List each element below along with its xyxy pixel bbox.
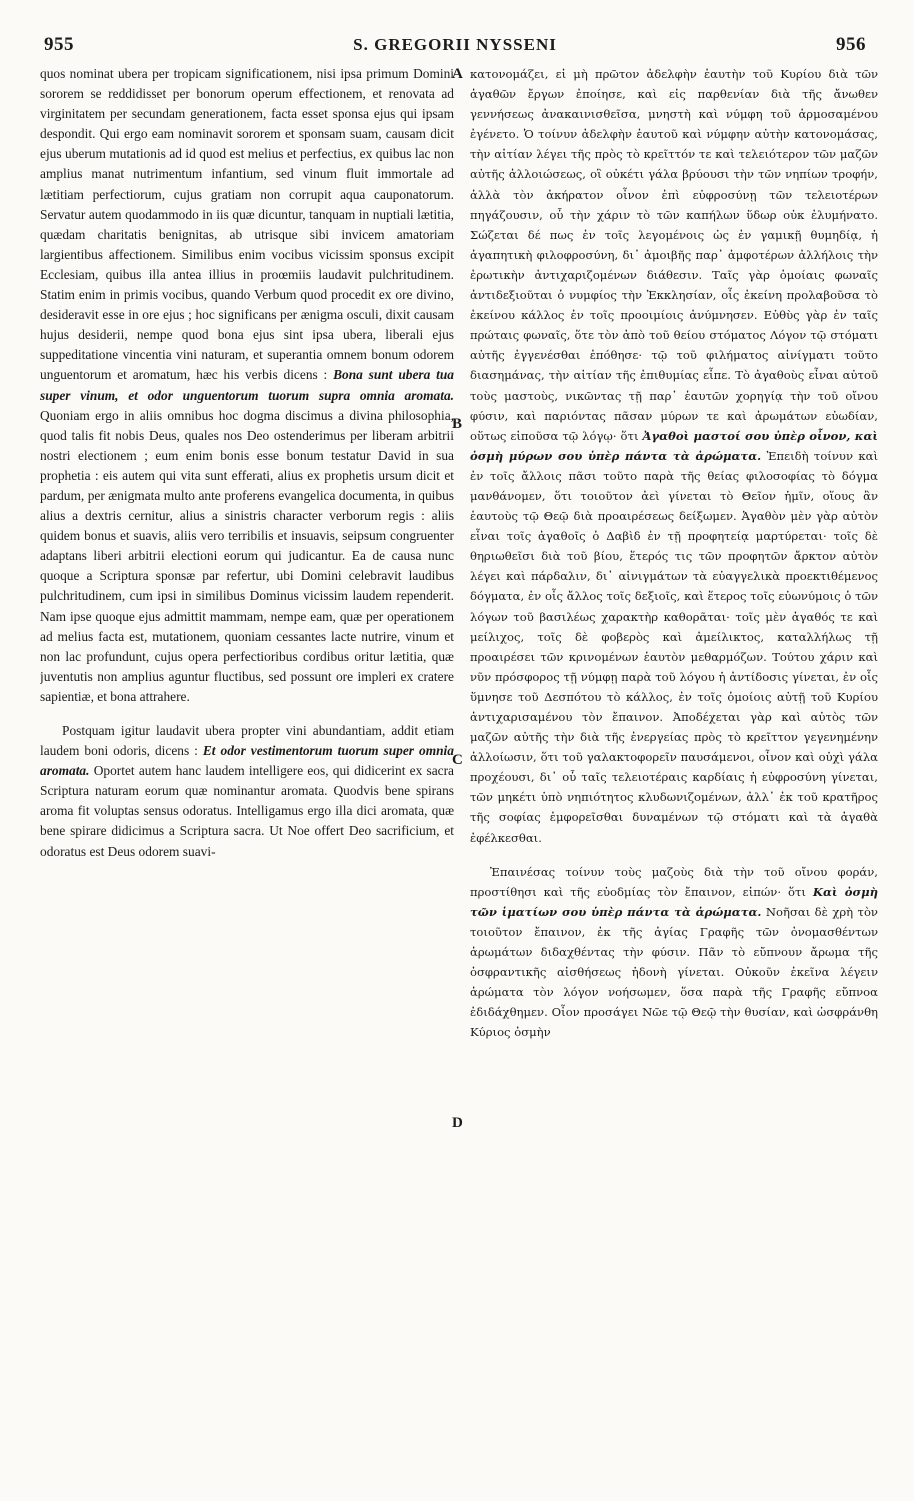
latin-paragraph-1 (40, 64, 454, 707)
greek-text: Ἐπειδὴ τοίνυν καὶ ἐν τοῖς ἄλλοις πᾶσι τοῦτο παρὰ τῆς θείας φιλοσοφίας τὸ δόγμα μανθάνομεν, ὅτι τοιοῦτον ἀεὶ γίνεται τὸ Θεῖον ἡμῖν, οἵους ἂν ἑαυτοὺς τῷ Θεῷ διὰ προαιρέσεως δείξωμεν. Ἀγαθὸν μὲν γὰρ αὐτὸν εἶναι τοῖς ἀγαθοῖς ὁ Δαβὶδ ἐν τῇ προφητείᾳ μαρτύρεται· τοῖς δὲ θηριωθεῖσι διὰ τοῦ βίου, ἕτερός τις τῶν προφητῶν ἄρκτον αὐτὸν λέγει καὶ πάρδαλιν, δι᾽ αἰνιγμάτων τὰ εὐαγγελικὰ προεκτιθέμενος δόγματα, ἐν οἷς ἄλλος τοῖς δεξιοῖς, καὶ ἕτερος τοῖς εὐωνύμοις ὁ τῶν λόγων τοῦ βασιλέως χαρακτὴρ καθορᾶται· τοῖς μὲν ἀγαθός τε καὶ μείλιχος, τοῖς δὲ φοβερὸς καὶ ἀμείλικτος, καταλλήλως τῇ προαιρέσει τῶν κρινομένων ἑαυτὸν μεθαρμόζων. Τούτου χάριν καὶ νῦν πρόσφορος τῇ νύμφῃ παρὰ τοῦ λόγου ἡ ἀντίδοσις γίνεται, ἐν οἷς ὕμνησε τοῦ Δεσπότου τὸ κάλλος, ἐν τοῖς ὁμοίοις αὐτῇ τοῦ Κυρίου ἀντιχαρισαμένου τὸν ἔπαινον. Ἀποδέχεται γὰρ καὶ αὐτὸς τῶν μαζῶν αὐτῆς τὴν διὰ τῆς ἐνεργείας πρὸς τὸ κρεῖττον γεγενημένην ἀλλοίωσιν, ὅτι τοῦ γαλακτοφορεῖν παυσάμενοι, οἶνον καὶ οὐχὶ γάλα προχέουσι, δι᾽ οὗ ταῖς τελειοτέραις καρδίαις ἡ εὐφροσύνη γίνεται, τῶν μηκέτι ὑπὸ νηπιότητος κλυδωνιζομένων, ἀλλ᾽ ἐκ τοῦ κρατῆρος τῆς σοφίας ἐμφορεῖσθαι δυναμένων τῷ στόματι καὶ τὰ ἀγαθὰ ἐφέλκεσθαι. (470, 448, 878, 845)
greek-paragraph-1 (470, 64, 878, 848)
greek-quotation: Καὶ ὀσμὴ τῶν ἱματίων σου ὑπὲρ πάντα τὰ ἀρώματα. (470, 884, 878, 919)
greek-column (470, 64, 878, 1471)
latin-text: quos nominat ubera per tropicam significationem, nisi ipsa primum Domini sororem se reddidisset per bonorum operum effectionem, et renovata ad virginitatem per secundam generationem, facta esset sponsa ejus qui ipsam despondit. Qui ergo eam nominavit sororem et sponsam suam, causam dicit ejus uberum mutationis ad id quod est melius et perfectius, ex quibus lac non amplius manat nutrimentum infantium, sed vinum fluit immortale ad lætitiam perfectiorum, cujus gratiam non corrupit aqua cauponatorum. Servatur autem quodammodo in iis quæ dicuntur, tanquam in nuptiali lætitia, quædam charitatis benignitas, ab utrisque sibi invicem amatoriam largientibus affectionem. Similibus enim vocibus vicissim sponsus excipit Ecclesiam, quibus illa antea illius in proœmiis laudavit pulchritudinem. Statim enim in primis vocibus, quando Verbum quod procedit ex ore divino, desideravit esse in ore ejus ; hoc significans per ænigma osculi, dixit causam hujus desiderii, nempe quod bona ejus sint ipsa ubera, liberali ejus suppeditatione vincentia vini naturam, et superantia omnem bonum odorem unguentorum et aromatum, hæc his verbis dicens : (40, 66, 454, 383)
latin-text: Oportet autem hanc laudem intelligere eos, qui didicerint ex sacra Scriptura naturam eorum quæ nominantur aromata. Quodvis bene spirans aroma fit voluptas sensus odoratus. Intelligamus ergo illa dici aromata, quæ bene spirare didicimus a Scriptura sacra. Ut Noe offert Deo sacrificium, et odoratus est Deus odorem suavi- (40, 763, 454, 859)
latin-column (40, 64, 454, 1471)
margin-letter-d: D (452, 1115, 463, 1131)
left-page-number: 955 (44, 34, 74, 55)
page-header (44, 34, 866, 58)
latin-paragraph-2 (40, 721, 454, 862)
greek-quotation: Ἀγαθοὶ μαστοί σου ὑπὲρ οἶνον, καὶ ὀσμὴ μύρων σου ὑπὲρ πάντα τὰ ἀρώματα. (470, 428, 878, 463)
latin-quotation: Et odor vestimentorum tuorum super omnia aromata. (40, 743, 454, 779)
greek-text: Νοῆσαι δὲ χρὴ τὸν τοιοῦτον ἔπαινον, ἐκ τῆς ἁγίας Γραφῆς τῶν ὀνομασθέντων ἀρωμάτων διδαχθέντας τὴν φύσιν. Πᾶν τὸ εὔπνουν ἄρωμα τῆς ὀσφραντικῆς αἰσθήσεως ἡδονὴ γίνεται. Οὐκοῦν ἐκεῖνα λέγειν ἀρώματα τὸν λόγον νοήσωμεν, ὅσα παρὰ τῆς Γραφῆς εὔπνοα ἐδιδάχθημεν. Οἷον προσάγει Νῶε τῷ Θεῷ τὴν θυσίαν, καὶ ὠσφράνθη Κύριος ὀσμὴν (470, 904, 878, 1040)
margin-letter-c: C (452, 752, 463, 768)
right-page-number: 956 (835, 34, 866, 55)
margin-letter-a: A (452, 66, 463, 82)
greek-paragraph-2 (470, 862, 878, 1043)
latin-quotation: Bona sunt ubera tua super vinum, et odor unguentorum tuorum supra omnia aromata. (40, 367, 454, 403)
greek-text: κατονομάζει, εἰ μὴ πρῶτον ἀδελφὴν ἑαυτὴν τοῦ Κυρίου διὰ τῶν ἀγαθῶν ἔργων ἐποίησε, καὶ εἰς παρθενίαν διὰ τῆς ἄνωθεν γεννήσεως ἀνακαινισθεῖσα, μνηστὴ καὶ νύμφη τοῦ ἁρμοσαμένου ἐγένετο. Ὁ τοίνυν ἀδελφὴν ἑαυτοῦ καὶ νύμφην αὐτὴν κατονομάσας, τὴν αἰτίαν λέγει τῆς πρὸς τὸ κρεῖττόν τε καὶ τελειότερον τῶν μαζῶν αὐτῆς ἀλλοιώσεως, οἳ οὐκέτι γάλα βρύουσι τὴν τῶν νηπίων τροφήν, ἀλλὰ τὸν ἀκήρατον οἶνον ἐπὶ εὐφροσύνῃ τῶν τελειοτέρων πηγάζουσιν, οὗ τὴν χάριν τὸ τῶν καπήλων ὕδωρ οὐκ ἐλυμήνατο. Σώζεται δέ πως ἐν τοῖς λεγομένοις ὡς ἐν γαμικῇ θυμηδίᾳ, ἡ ἀγαπητικὴ φιλοφροσύνη, δι᾽ ἀμοιβῆς παρ᾽ ἀμφοτέρων ἀλλήλοις τὴν ἐρωτικὴν ἀντιχαριζομένων διάθεσιν. Ταῖς γὰρ ὁμοίαις φωναῖς ἀντιδεξιοῦται ὁ νυμφίος τὴν Ἐκκλησίαν, οἷς ἐκείνη προλαβοῦσα τὸ ἐκείνου κάλλος ἐν τοῖς προοιμίοις ἀνύμνησεν. Εὐθὺς γὰρ ἐν ταῖς πρώταις φωναῖς, ὅτε τὸν ἀπὸ τοῦ θείου στόματος Λόγον τῷ στόματι αὐτῆς ἐγγενέσθαι ἐπόθησε· τῷ τοῦ φιλήματος αἰνίγματι τοῦτο διασημάνας, τὴν αἰτίαν τῆς ἐπιθυμίας εἶπε. Τὸ ἀγαθοὺς εἶναι αὐτοῦ τοὺς μαστοὺς, νικῶντας τῇ παρ᾽ ἑαυτῶν χορηγίᾳ τὴν τοῦ οἴνου φύσιν, καὶ παριόντας πᾶσαν μύρων τε καὶ ἀρωμάτων εὐωδίαν, οὕτως εἰποῦσα τῷ λόγῳ· ὅτι (470, 67, 878, 443)
margin-letter-b: B (452, 416, 463, 432)
latin-text: Quoniam ergo in aliis omnibus hoc dogma discimus a divina philosophia, quod talis fit nobis Deus, quales nos Deo ostenderimus per liberam arbitrii nostri electionem ; eum enim bonis esse bonum testatur David in sua prophetia : eis autem qui vita sunt efferati, alius ex prophetis ursum dicit et pardum, per ænigmata multo ante proferens evangelica documenta, in quibus alius a dextris cernitur, alius a sinistris character verborum regis : aliis quidem bonus et suavis, aliis vero terribilis et insuavis, seipsum congruenter adaptans liberi arbitrii electioni eorum qui judicantur. Ea de causa nunc quoque a Scriptura sponsæ par refertur, ubi Domini celebravit laudibus pulchritudinem, cum ipsi in similibus Dominus vicissim laudem rependerit. Nam ipse quoque ejus admittit mammam, nempe eam, quæ per operationem ad melius facta est, mutationem, quoniam cessantes lacte nutrire, vinum et non lac profundunt, cujus opera perfectioribus cordibus oritur lætitia, quæ juventutis non amplius aguntur fluctibus, sed possunt ore impleri ex cratere sapientiæ, et bona attrahere. (40, 407, 454, 704)
latin-text: Postquam igitur laudavit ubera propter vini abundantiam, addit etiam laudem boni odoris, dicens : (40, 723, 454, 759)
running-title: S. GREGORII NYSSENI (353, 35, 557, 54)
greek-text: Ἐπαινέσας τοίνυν τοὺς μαζοὺς διὰ τὴν τοῦ οἴνου φοράν, προστίθησι καὶ τῆς εὐοδμίας τὸν ἔπαινον, εἰπών· ὅτι (470, 864, 878, 899)
